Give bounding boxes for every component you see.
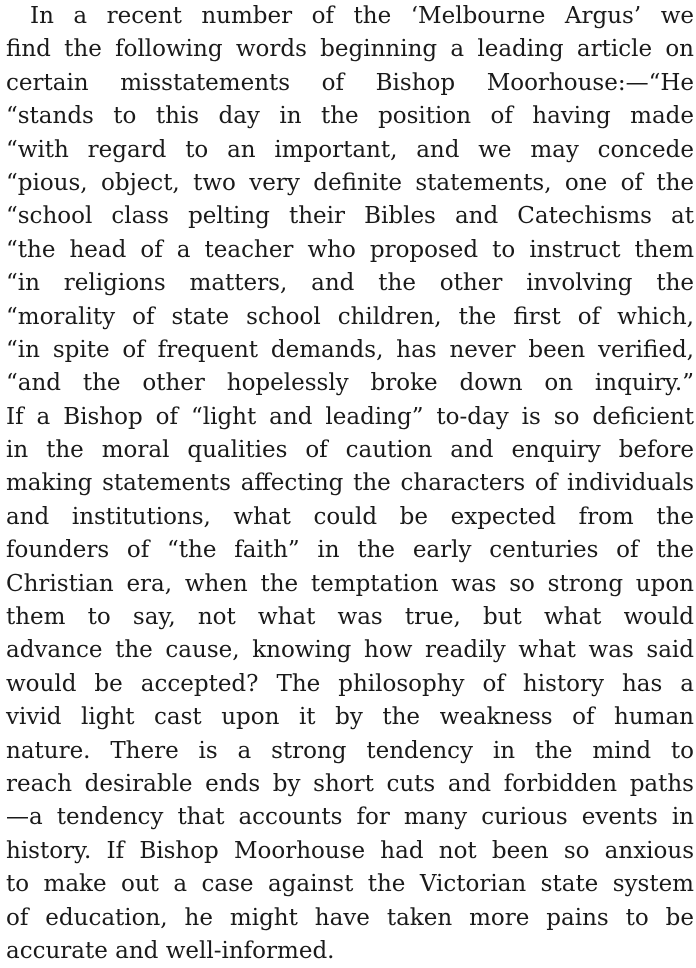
text-line: “in spite of frequent demands, has never been verified, [6, 336, 694, 363]
text-line: them to say, not what was true, but what would [6, 604, 694, 631]
text-line: “in religions matters, and the other involving the [6, 270, 694, 297]
text-line: advance the cause, knowing how readily what was said [6, 637, 694, 664]
text-line: founders of “the faith” in the early centuries of the [6, 537, 694, 564]
text-line: If a Bishop of “light and leading” to-day is so deficient [6, 403, 694, 430]
text-line: In a recent number of the ‘Melbourne Argus’ we [30, 3, 694, 29]
text-line: “pious, object, two very definite statements, one of the [6, 169, 694, 196]
text-line: in the moral qualities of caution and enquiry before [6, 437, 694, 464]
text-line: vivid light cast upon it by the weakness of human [6, 704, 694, 731]
text-line: history. If Bishop Moorhouse had not been so anxious [6, 837, 694, 864]
text-line: “stands to this day in the position of having made [6, 103, 694, 130]
text-line: “the head of a teacher who proposed to instruct them [6, 236, 694, 263]
text-line: Christian era, when the temptation was so strong upon [6, 570, 694, 597]
text-line: “school class pelting their Bibles and Catechisms at [6, 203, 694, 230]
text-line: “and the other hopelessly broke down on inquiry.” [6, 370, 694, 397]
text-line: “morality of state school children, the first of which, [6, 303, 694, 330]
text-line: would be accepted? The philosophy of history has a [6, 670, 694, 697]
text-line: of education, he might have taken more pains to be [6, 904, 694, 931]
text-line: accurate and well-informed. [6, 937, 335, 964]
text-line: find the following words beginning a leading article on [6, 36, 694, 63]
text-line: making statements affecting the characters of individuals [6, 470, 694, 497]
text-line: —a tendency that accounts for many curious events in [6, 804, 694, 831]
text-line: nature. There is a strong tendency in the mind to [6, 737, 694, 764]
text-line: reach desirable ends by short cuts and forbidden paths [6, 770, 694, 797]
text-line: to make out a case against the Victorian state system [6, 871, 694, 898]
text-line: and institutions, what could be expected from the [6, 503, 694, 530]
text-line: certain misstatements of Bishop Moorhouse:—“He [6, 69, 694, 96]
document-page [6, 0, 694, 968]
text-line: “with regard to an important, and we may concede [6, 136, 694, 163]
